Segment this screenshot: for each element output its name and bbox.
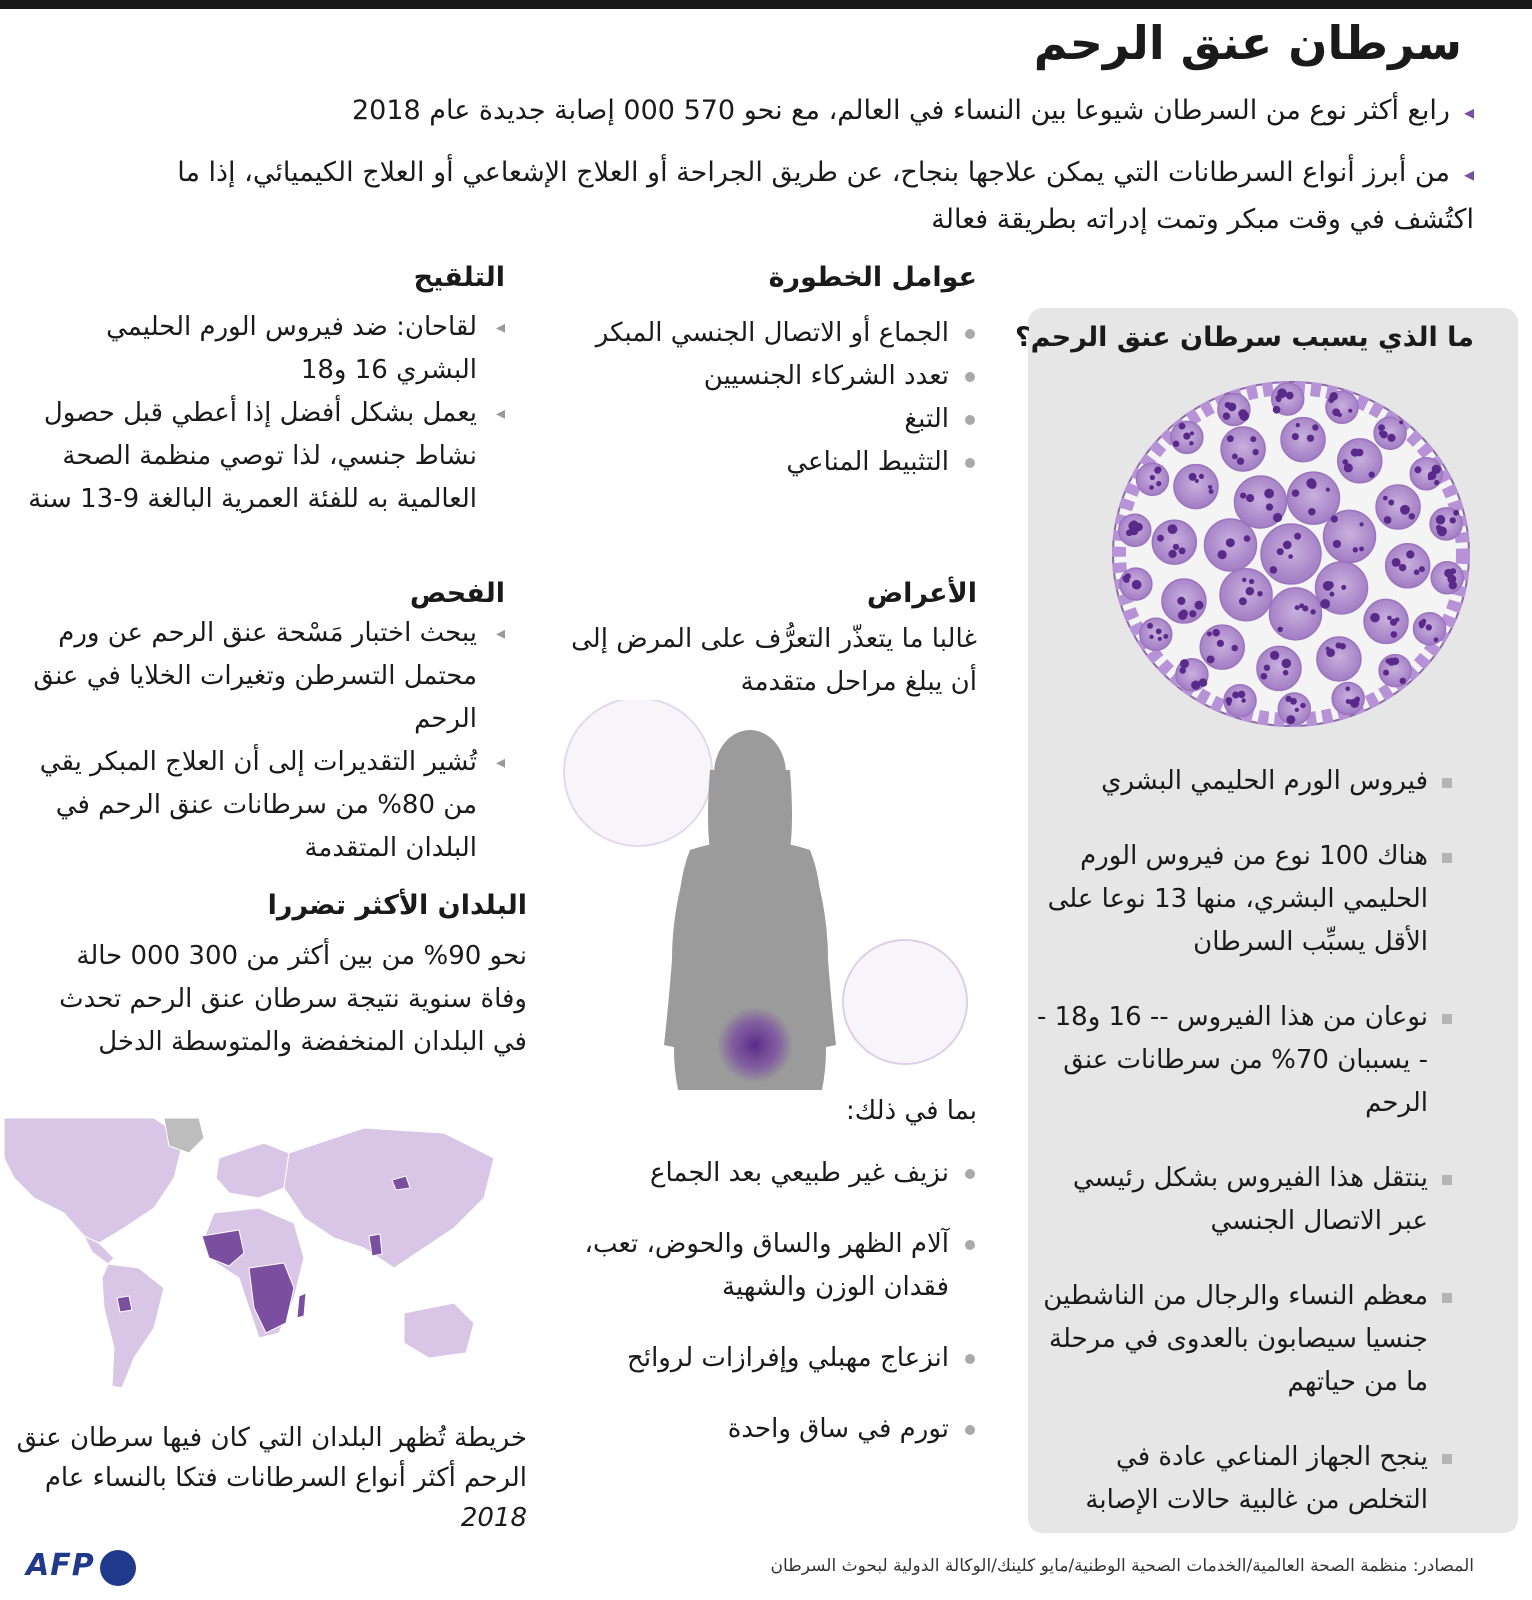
virus-spot [1244,535,1251,542]
virus-spot [1150,475,1155,480]
virus-spot [1348,409,1352,413]
vaccination-title: التلقيح [413,262,505,293]
virus-spot [1189,610,1196,617]
sources-text: المصادر: منظمة الصحة العالمية/الخدمات الصحية الوطنية/مايو كلينك/الوكالة الدولية لبحوث السرطان [770,1556,1474,1576]
virus-spot [1295,708,1299,712]
vaccination-item: ◂ يعمل بشكل أفضل إذا أعطي قبل حصول نشاط جنسي، لذا توصي منظمة الصحة العالمية به للفئة العمرية البالغة 9-13 سنة [25,392,505,521]
virus-spot [1288,554,1293,559]
map-asia [284,1128,494,1268]
virus-spot [1207,631,1212,636]
virus-spot [1434,637,1439,642]
virus-spot [1273,406,1281,414]
affected-title: البلدان الأكثر تضررا [267,890,527,921]
virus-spot [1369,471,1375,477]
virus-spot [1189,473,1197,481]
virus-spot [1387,434,1395,442]
virus-spot [1223,412,1230,419]
virus-spot [1414,569,1420,575]
virus-spot [1209,489,1214,494]
virus-spot [1383,496,1388,501]
symptoms-list [557,1152,977,1451]
virus-spot [1191,682,1195,686]
virus-spot [1266,503,1273,510]
virus-spot [1329,592,1334,597]
map-high-mortality-madagascar [297,1293,306,1318]
virus-spot [1385,659,1390,664]
virus-spot [1320,599,1330,609]
risk-item: التثبيط المناعي [557,441,977,484]
virus-spot [1400,678,1406,684]
causes-list [1034,760,1454,1522]
virus-spot [1283,670,1289,676]
virus-spot [1414,466,1421,473]
cervix-highlight [717,1007,793,1083]
virus-spot [1290,698,1297,705]
virus-spot [1179,547,1186,554]
virus-spot [1379,431,1383,435]
virus-spot [1227,435,1234,442]
virus-spot [1307,435,1314,442]
virus-spot [1434,480,1439,485]
virus-spot [1163,634,1168,639]
virus-spot [1240,492,1246,498]
virus-spot [1395,617,1400,622]
cause-item: نوعان من هذا الفيروس -- 16 و18 -- يسببان 70% من سرطانات عنق الرحم [1034,996,1454,1125]
virus-spot [1156,481,1161,486]
cause-item: ينتقل هذا الفيروس بشكل رئيسي عبر الاتصال الجنسي [1034,1157,1454,1243]
virus-spot [1296,423,1300,427]
virus-spot [1190,431,1194,435]
virus-spot [1199,678,1208,687]
risk-item: الجماع أو الاتصال الجنسي المبكر [557,312,977,355]
virus-spot [1345,686,1350,691]
virus-spot [1400,505,1410,515]
virus-spot [1399,420,1403,424]
map-north-america [4,1118,184,1243]
symptom-item: انزعاج مهبلي وإفرازات لروائح [557,1337,977,1380]
virus-spot [1450,517,1456,523]
virus-spot [1168,550,1176,558]
virus-spot [1178,611,1187,620]
virus-spot [1126,530,1133,537]
virus-spot [1286,715,1295,724]
virus-spot [1264,489,1274,499]
risk-list [557,312,977,484]
virus-capsomer [1376,485,1420,529]
virus-spot [1208,485,1212,489]
virus-spot [1226,540,1232,546]
virus-spot [1125,578,1130,583]
intro-line-2 [134,150,1474,243]
virus-spot [1436,515,1446,525]
symptoms-text: غالبا ما يتعذّر التعرُّف على المرض إلى أن يبلغ مراحل متقدمة [571,624,977,697]
virus-spot [1130,520,1139,529]
virus-capsomer [1257,646,1301,690]
virus-spot [1156,628,1162,634]
virus-spot [1257,591,1262,596]
virus-spot [1277,388,1287,398]
virus-spot [1342,459,1348,465]
virus-spot [1308,508,1316,516]
screening-item: ◂ تُشير التقديرات إلى أن العلاج المبكر يقي من 80% من سرطانات عنق الرحم في البلدان المتقدمة [25,741,505,870]
causes-title: ما الذي يسبب سرطان عنق الرحم؟ [1014,322,1474,353]
virus-spot [1260,673,1267,680]
virus-capsomer [1364,599,1408,643]
virus-spot [1383,670,1389,676]
virus-spot [1428,471,1437,480]
map-caption-year: 2018 [460,1503,527,1533]
virus-spot [1327,581,1334,588]
intro-line-1 [134,88,1474,135]
virus-spot [1341,585,1346,590]
symptom-item: آلام الظهر والساق والحوض، تعب، فقدان الوزن والشهية [557,1223,977,1309]
virus-spot [1353,547,1358,552]
virus-spot [1207,655,1215,663]
virus-spot [1302,605,1308,611]
virus-spot [1177,597,1185,605]
virus-spot [1359,522,1363,526]
virus-spot [1326,647,1330,651]
virus-spot [1295,605,1300,610]
afp-logo: AFP [26,1548,95,1583]
virus-spot [1228,402,1237,411]
symptom-item: نزيف غير طبيعي بعد الجماع [557,1152,977,1195]
virus-spot [1444,569,1453,578]
virus-spot [1359,546,1364,551]
map-caption-text: خريطة تُظهر البلدان التي كان فيها سرطان عنق الرحم أكثر أنواع السرطانات فتكا بالنساء عام [16,1423,527,1493]
virus-spot [1149,635,1153,639]
virus-spot [1437,526,1447,536]
virus-spot [1149,485,1154,490]
virus-spot [1308,480,1317,489]
virus-capsomer [1431,562,1463,594]
virus-spot [1409,513,1415,519]
virus-spot [1312,424,1318,430]
cause-item: ينجح الجهاز المناعي عادة في التخلص من غالبية حالات الإصابة [1034,1436,1454,1522]
virus-spot [1419,566,1425,572]
symptoms-title: الأعراض [866,578,977,609]
virus-spot [1350,699,1359,708]
virus-spot [1392,558,1401,567]
virus-capsomer [1261,524,1321,584]
virus-spot [1283,541,1292,550]
virus-spot [1273,513,1282,522]
virus-spot [1340,643,1346,649]
virus-spot [1227,701,1232,706]
virus-spot [1252,449,1258,455]
virus-spot [1419,620,1426,627]
vaccination-list [25,306,505,521]
virus-spot [1158,637,1162,641]
virus-spot [1449,578,1453,582]
screening-list [25,612,505,870]
virus-spot [1277,627,1282,632]
virus-spot [1238,409,1247,418]
virus-spot [1250,436,1256,442]
virus-spot [1294,533,1301,540]
world-map [4,1118,524,1408]
top-rule [0,0,1532,9]
virus-spot [1147,623,1153,629]
virus-spot [1331,515,1338,522]
virus-capsomer [1281,418,1325,462]
virus-spot [1155,466,1161,472]
cause-item: معظم النساء والرجال من الناشطين جنسيا سيصابون بالعدوى في مرحلة ما من حياتهم [1034,1275,1454,1404]
virus-spot [1157,535,1164,542]
cause-item: هناك 100 نوع من فيروس الورم الحليمي البشري، منها 13 نوعا على الأقل يسبِّب السرطان [1034,835,1454,964]
faded-virus-right [843,940,967,1064]
virus-spot [1333,540,1341,548]
virus-spot [1179,423,1186,430]
virus-spot [1378,424,1385,431]
virus-spot [1387,616,1392,621]
triangle-bullet-icon: ◂ [1463,100,1474,124]
virus-spot [1212,629,1220,637]
virus-spot [1328,397,1334,403]
map-south-america [102,1264,164,1388]
virus-spot [1241,698,1246,703]
afp-logo-dot [100,1550,136,1586]
affected-text: نحو 90% من بين أكثر من 300 000 حالة وفاة سنوية نتيجة سرطان عنق الرحم تحدث في البلدان المنخفضة والمتوسطة الدخل [59,941,527,1057]
virus-spot [1270,651,1279,660]
virus-spot [1239,597,1247,605]
virus-spot [1195,601,1204,610]
virus-spot [1356,449,1364,457]
virus-capsomer [1386,544,1430,588]
virus-spot [1218,550,1227,559]
map-high-mortality-bolivia [117,1296,132,1312]
virus-spot [1173,544,1179,550]
virus-spot [1384,516,1392,524]
virus-spot [1286,392,1294,400]
risk-title: عوامل الخطورة [768,262,977,293]
virus-spot [1242,578,1246,582]
virus-spot [1189,441,1194,446]
virus-spot [1232,454,1238,460]
virus-spot [1264,664,1270,670]
intro-text-2: من أبرز أنواع السرطانات التي يمكن علاجها بنجاح، عن طريق الجراحة أو العلاج الإشعاعي أو العلاج الكيميائي، إذا ما اكتُشف في وقت مبكر وتمت إدراته بطريقة فعالة [177,157,1474,235]
symptom-item: تورم في ساق واحدة [557,1408,977,1451]
virus-capsomer [1221,427,1265,471]
map-europe [216,1143,289,1198]
page-title: سرطان عنق الرحم [1033,16,1462,70]
virus-spot [1217,640,1224,647]
virus-spot [1449,581,1457,589]
cause-item: فيروس الورم الحليمي البشري [1034,760,1454,803]
female-silhouette-illustration [560,700,1000,1120]
virus-spot [1237,457,1244,464]
virus-spot [1231,645,1238,652]
virus-spot [1168,524,1178,534]
virus-spot [1246,494,1254,502]
vaccination-item: ◂ لقاحان: ضد فيروس الورم الحليمي البشري 16 و18 [25,306,505,392]
virus-spot [1326,488,1330,492]
virus-spot [1183,432,1190,439]
risk-item: تعدد الشركاء الجنسيين [557,355,977,398]
virus-spot [1300,703,1305,708]
virus-spot [1282,659,1292,669]
including-label: بما في ذلك: [846,1096,977,1126]
intro-text-1: رابع أكثر نوع من السرطان شيوعا بين النساء في العالم، مع نحو 570 000 إصابة جديدة عام 2018 [351,95,1450,126]
screening-item: ◂ يبحث اختبار مَسْحة عنق الرحم عن ورم محتمل التسرطن وتغيرات الخلايا في عنق الرحم [25,612,505,741]
virus-spot [1246,587,1255,596]
map-australia [404,1303,474,1358]
virus-spot [1249,579,1254,584]
virus-spot [1199,474,1204,479]
virus-spot [1132,580,1142,590]
risk-item: التبغ [557,398,977,441]
virus-spot [1180,659,1189,668]
faded-virus-left [564,700,712,846]
virus-spot [1292,434,1296,438]
virus-spot [1453,510,1459,516]
virus-spot [1426,624,1432,630]
virus-spot [1406,550,1414,558]
virus-spot [1370,613,1380,623]
virus-capsomer [1220,569,1272,621]
triangle-bullet-icon: ◂ [1463,162,1474,186]
virus-spot [1399,564,1406,571]
virus-spot [1388,500,1394,506]
virus-spot [1337,413,1342,418]
virus-spot [1292,489,1300,497]
screening-title: الفحص [409,578,505,609]
virus-spot [1390,631,1397,638]
virus-spot [1270,566,1278,574]
virus-spot [1277,548,1284,555]
virus-spot [1392,657,1400,665]
virus-spot [1310,609,1315,614]
hpv-virus-illustration [1110,378,1472,730]
map-caption [7,1418,527,1538]
virus-spot [1238,691,1246,699]
virus-spot [1173,440,1180,447]
